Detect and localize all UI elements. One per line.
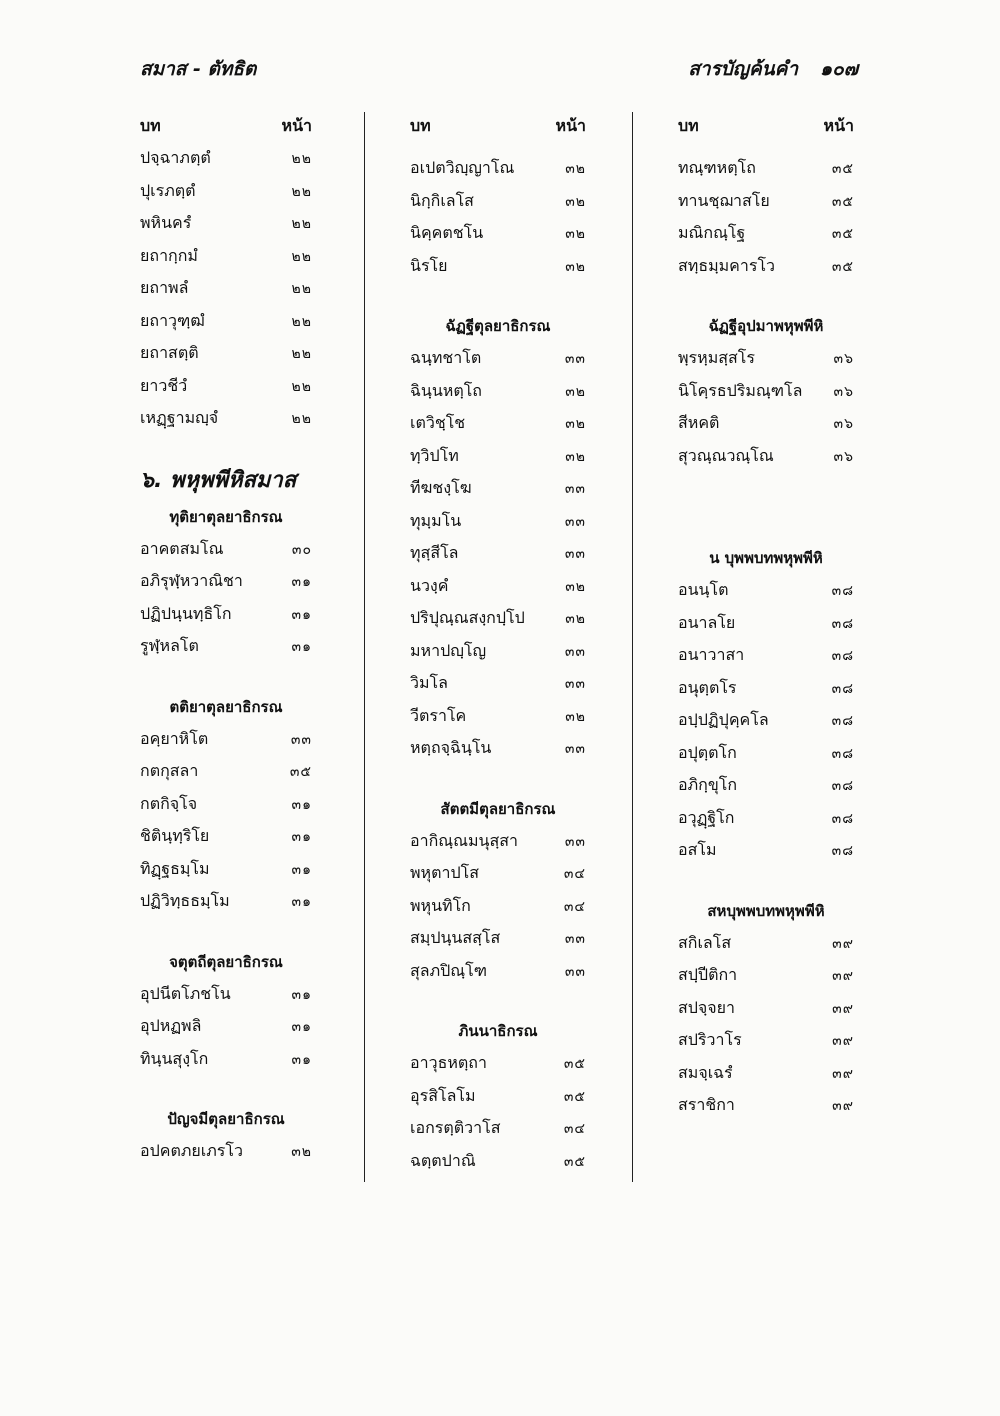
entry-page: ๓๘ xyxy=(831,843,854,859)
entry-word: นิรโย xyxy=(410,255,448,275)
index-entry xyxy=(410,505,586,538)
index-entry xyxy=(678,992,854,1025)
entry-page: ๓๕ xyxy=(831,226,854,242)
entry-page: ๓๘ xyxy=(831,680,854,697)
entry-word: กตกุสลา xyxy=(140,761,199,780)
entry-page: ๓๘ xyxy=(831,745,854,762)
index-entry xyxy=(410,407,586,440)
entry-word: ฉนฺทชาโต xyxy=(410,348,482,367)
entry-word: สีหคติ xyxy=(678,413,720,432)
entry-word: มณิกณฺโฐ xyxy=(678,223,746,242)
entry-page: ๓๖ xyxy=(833,448,854,465)
index-entry xyxy=(678,802,854,835)
section-title: ปัญจมีตุลยาธิกรณ xyxy=(167,1110,285,1128)
running-header-left: สมาส - ตัทธิต xyxy=(140,58,257,80)
index-entry xyxy=(140,402,312,435)
index-entry xyxy=(410,250,586,283)
index-entry xyxy=(410,375,586,408)
entry-word: อวุฏฺฐิโก xyxy=(678,807,735,827)
column-header-word: บท xyxy=(410,116,431,135)
index-entry xyxy=(410,472,586,505)
entry-page: ๓๙ xyxy=(832,968,854,984)
index-entry xyxy=(140,723,312,756)
index-entry xyxy=(678,217,854,250)
index-entry xyxy=(410,570,586,603)
index-entry xyxy=(410,890,586,923)
index-entry xyxy=(410,857,586,890)
section-title: ฉัฏฐีอุปมาพหุพพีหิ xyxy=(708,317,824,335)
entry-word: สปฺปีติกา xyxy=(678,965,738,984)
entry-page: ๓๑ xyxy=(291,574,312,590)
entry-word: ปุเรภตฺตํ xyxy=(140,180,196,200)
entry-word: อเปตวิญฺญาโณ xyxy=(410,158,515,177)
entry-page: ๒๒ xyxy=(291,216,312,232)
entry-word: มหาปญฺโญ xyxy=(410,640,487,660)
index-entry xyxy=(678,1089,854,1122)
index-entry xyxy=(410,700,586,733)
entry-page: ๓๖ xyxy=(833,416,854,432)
entry-page: ๓๕ xyxy=(831,258,854,275)
index-entry xyxy=(678,250,854,283)
entry-page: ๓๓ xyxy=(564,513,586,530)
entry-word: พหินครํ xyxy=(140,213,192,232)
index-entry xyxy=(678,959,854,992)
entry-page: ๓๘ xyxy=(831,810,854,827)
index-entry xyxy=(140,370,312,403)
entry-list xyxy=(140,533,312,663)
entry-page: ๓๙ xyxy=(832,1033,854,1049)
entry-word: สุวณฺณวณฺโณ xyxy=(678,445,774,465)
index-entry xyxy=(140,272,312,305)
entry-word: ทุสฺสีโล xyxy=(410,543,459,562)
entry-page: ๓๒ xyxy=(565,416,586,432)
entry-word: อุปหฏพลิ xyxy=(140,1016,202,1035)
entry-page: ๓๕ xyxy=(831,193,854,210)
major-section-title: ๖. พหุพพีหิสมาส xyxy=(140,467,297,493)
index-entry xyxy=(140,175,312,208)
entry-word: ทุมฺมโน xyxy=(410,510,462,530)
entry-list xyxy=(678,927,854,1122)
entry-page: ๓๙ xyxy=(832,1098,854,1114)
entry-word: นิโคฺรธปริมณฺฑโล xyxy=(678,380,803,400)
entry-page: ๓๙ xyxy=(832,1000,854,1017)
index-entry xyxy=(140,565,312,598)
entry-word: นิกฺกิเลโส xyxy=(410,190,474,210)
column-divider-1 xyxy=(364,112,365,1182)
entry-word: สุลภปิณฺโฑ xyxy=(410,960,487,980)
entry-page: ๒๒ xyxy=(291,281,312,297)
index-entry xyxy=(410,217,586,250)
index-column-1 xyxy=(140,110,312,1168)
entry-page: ๓๖ xyxy=(833,383,854,400)
index-entry xyxy=(678,407,854,440)
entry-word: อาคตสมโณ xyxy=(140,538,224,558)
entry-word: ยาวชีวํ xyxy=(140,375,188,395)
entry-word: สมฺปนฺนสสฺโส xyxy=(410,928,501,947)
entry-word: ชิตินฺทฺริโย xyxy=(140,826,210,845)
entry-word: อนนฺโต xyxy=(678,580,729,599)
index-entry xyxy=(410,537,586,570)
index-entry xyxy=(140,978,312,1011)
entry-page: ๓๓ xyxy=(564,963,586,980)
entry-word: อภิรุฬฺหวาณิชา xyxy=(140,571,243,590)
entry-page: ๓๓ xyxy=(564,643,586,660)
entry-page: ๓๒ xyxy=(565,161,586,177)
index-entry xyxy=(140,630,312,663)
entry-word: ทีฆชงฺโฆ xyxy=(410,478,472,497)
entry-page: ๓๒ xyxy=(565,448,586,465)
entry-word: เอกรตฺติวาโส xyxy=(410,1118,501,1137)
entry-page: ๓๘ xyxy=(831,713,854,729)
entry-word: ปฏิวิทฺธธมฺโม xyxy=(140,891,230,910)
index-entry xyxy=(410,185,586,218)
index-entry xyxy=(678,769,854,802)
index-entry xyxy=(678,672,854,705)
section-title: จตุตถีตุลยาธิกรณ xyxy=(169,952,283,971)
entry-word: อุปนีตโภชโน xyxy=(140,983,231,1003)
entry-word: รูฬฺหลโต xyxy=(140,636,199,655)
index-entry xyxy=(140,240,312,273)
index-entry xyxy=(140,1135,312,1168)
index-entry xyxy=(678,639,854,672)
entry-page: ๓๐ xyxy=(291,541,312,558)
entry-list xyxy=(410,1047,586,1177)
index-entry xyxy=(410,825,586,858)
entry-page: ๓๒ xyxy=(565,611,586,627)
entry-word: นวงฺคํ xyxy=(410,575,449,595)
index-entry xyxy=(410,1112,586,1145)
entry-page: ๓๘ xyxy=(831,615,854,632)
index-entry xyxy=(410,1080,586,1113)
entry-word: ยถาพลํ xyxy=(140,278,189,297)
entry-page: ๓๕ xyxy=(289,764,312,780)
entry-word: วีตราโค xyxy=(410,705,467,725)
entry-word: ทฺวิปโท xyxy=(410,445,459,465)
index-entry xyxy=(410,440,586,473)
entry-list xyxy=(140,142,312,435)
index-entry xyxy=(678,927,854,960)
entry-page: ๓๖ xyxy=(833,351,854,367)
index-entry xyxy=(140,142,312,175)
entry-word: อนาวาสา xyxy=(678,645,745,664)
entry-list xyxy=(410,152,586,282)
entry-page: ๓๕ xyxy=(563,1153,586,1170)
entry-word: ทิฏฺฐธมฺโม xyxy=(140,858,210,878)
entry-page: ๓๓ xyxy=(290,731,312,748)
index-entry xyxy=(678,834,854,867)
section-title: ทุติยาตุลยาธิกรณ xyxy=(169,507,283,526)
column-header-page: หน้า xyxy=(281,116,312,135)
index-entry xyxy=(678,185,854,218)
entry-word: ปจฺฉาภตฺตํ xyxy=(140,148,211,167)
entry-page: ๒๒ xyxy=(291,411,312,427)
index-entry xyxy=(140,820,312,853)
entry-word: เตวิชฺโช xyxy=(410,413,466,432)
entry-page: ๓๔ xyxy=(563,898,586,915)
entry-page: ๓๘ xyxy=(831,778,854,794)
index-entry xyxy=(410,922,586,955)
entry-page: ๓๔ xyxy=(563,866,586,882)
entry-word: อาวุธหตฺถา xyxy=(410,1053,487,1072)
index-entry xyxy=(678,375,854,408)
entry-page: ๒๒ xyxy=(291,183,312,200)
index-entry xyxy=(410,342,586,375)
entry-page: ๓๓ xyxy=(564,741,586,757)
entry-word: อุรสิโลโม xyxy=(410,1085,476,1105)
entry-word: อปฺปฏิปุคฺคโล xyxy=(678,710,769,729)
column-header-page: หน้า xyxy=(823,116,854,135)
entry-page: ๓๑ xyxy=(291,829,312,845)
entry-word: ทินฺนสุงฺโก xyxy=(140,1048,209,1068)
index-entry xyxy=(678,607,854,640)
index-entry xyxy=(410,667,586,700)
entry-word: ยถากฺกมํ xyxy=(140,245,198,265)
entry-page: ๓๒ xyxy=(565,383,586,400)
page-number: ๑๐๗ xyxy=(820,58,858,80)
index-entry xyxy=(410,602,586,635)
index-entry xyxy=(678,574,854,607)
index-entry xyxy=(140,305,312,338)
index-entry xyxy=(678,1057,854,1090)
entry-word: หตฺถจฺฉินฺโน xyxy=(410,738,492,757)
entry-word: ปริปุณฺณสงฺกปฺโป xyxy=(410,608,525,627)
running-header-title: สารบัญค้นคำ xyxy=(688,58,799,80)
entry-word: อปคตภยเภรโว xyxy=(140,1141,243,1160)
entry-page: ๓๒ xyxy=(565,578,586,595)
entry-page: ๓๑ xyxy=(291,894,312,910)
index-entry xyxy=(678,440,854,473)
index-entry xyxy=(678,342,854,375)
entry-word: อากิณฺณมนุสฺสา xyxy=(410,830,518,850)
entry-word: อสโม xyxy=(678,840,717,859)
index-entry xyxy=(140,755,312,788)
entry-list xyxy=(410,342,586,765)
entry-word: อนาลโย xyxy=(678,612,736,632)
entry-word: วิมโล xyxy=(410,673,448,692)
column-header xyxy=(678,110,854,142)
entry-page: ๓๓ xyxy=(564,833,586,850)
entry-page: ๓๒ xyxy=(565,226,586,242)
index-entry xyxy=(140,1010,312,1043)
entry-page: ๓๓ xyxy=(564,351,586,367)
entry-page: ๓๓ xyxy=(564,931,586,947)
index-entry xyxy=(140,207,312,240)
section-title: ตติยาตุลยาธิกรณ xyxy=(169,697,283,716)
entry-page: ๓๓ xyxy=(564,546,586,562)
entry-word: กตกิจฺโจ xyxy=(140,793,198,813)
index-entry xyxy=(140,533,312,566)
entry-word: อนุตฺตโร xyxy=(678,677,737,697)
entry-page: ๓๘ xyxy=(831,583,854,599)
entry-word: สมจฺเฉรํ xyxy=(678,1062,733,1082)
section-title: ฉัฏฐีตุลยาธิกรณ xyxy=(445,317,551,335)
entry-page: ๓๒ xyxy=(565,258,586,275)
entry-page: ๓๕ xyxy=(563,1088,586,1105)
entry-list xyxy=(410,825,586,988)
index-entry xyxy=(410,1145,586,1178)
entry-word: สปริวาโร xyxy=(678,1030,742,1049)
entry-page: ๓๒ xyxy=(565,193,586,210)
entry-list xyxy=(678,342,854,472)
entry-page: ๓๘ xyxy=(831,648,854,664)
entry-word: ยถาวุฑฺฒํ xyxy=(140,310,205,330)
index-entry xyxy=(410,732,586,765)
entry-page: ๓๙ xyxy=(832,1065,854,1082)
entry-word: ฉตฺตปาณิ xyxy=(410,1150,476,1170)
column-header-word: บท xyxy=(140,116,161,135)
entry-word: สทฺธมฺมคารโว xyxy=(678,255,776,275)
entry-page: ๒๒ xyxy=(291,346,312,362)
entry-word: ทานชฺฌาสโย xyxy=(678,190,770,210)
index-entry xyxy=(410,1047,586,1080)
column-header-page: หน้า xyxy=(555,116,586,135)
index-entry xyxy=(410,635,586,668)
entry-page: ๓๑ xyxy=(291,861,312,878)
index-entry xyxy=(140,788,312,821)
entry-page: ๓๑ xyxy=(291,986,312,1003)
entry-word: สราชิกา xyxy=(678,1095,735,1114)
index-entry xyxy=(678,704,854,737)
entry-word: สกิเลโส xyxy=(678,932,732,952)
entry-list xyxy=(678,574,854,867)
index-entry xyxy=(678,1024,854,1057)
entry-page: ๓๑ xyxy=(291,1051,312,1068)
entry-page: ๒๒ xyxy=(291,248,312,265)
entry-page: ๒๒ xyxy=(291,151,312,167)
entry-word: ทณฺฑหตฺโถ xyxy=(678,158,756,177)
entry-page: ๓๕ xyxy=(831,161,854,177)
entry-page: ๓๑ xyxy=(291,639,312,655)
index-column-2 xyxy=(410,110,586,1177)
entry-word: อภิกฺขุโก xyxy=(678,775,738,794)
entry-page: ๓๙ xyxy=(832,935,854,952)
entry-page: ๓๒ xyxy=(565,708,586,725)
entry-page: ๓๓ xyxy=(564,481,586,497)
index-entry xyxy=(410,152,586,185)
column-header-word: บท xyxy=(678,116,699,135)
index-entry xyxy=(678,152,854,185)
entry-word: สปจฺจยา xyxy=(678,997,736,1017)
running-header-right xyxy=(666,54,858,84)
entry-word: ปฏิปนฺนทฺธิโก xyxy=(140,603,232,623)
entry-word: อคฺยาหิโต xyxy=(140,728,209,748)
entry-page: ๒๒ xyxy=(291,313,312,330)
index-entry xyxy=(410,955,586,988)
entry-word: ยถาสตฺติ xyxy=(140,343,199,362)
entry-word: เหฏฺฐามญฺจํ xyxy=(140,408,219,427)
entry-page: ๓๑ xyxy=(291,1019,312,1035)
entry-page: ๓๑ xyxy=(291,606,312,623)
index-entry xyxy=(140,1043,312,1076)
entry-word: พหุตาปโส xyxy=(410,863,479,882)
entry-page: ๓๓ xyxy=(564,676,586,692)
index-entry xyxy=(140,853,312,886)
entry-word: พฺรหฺมสฺสโร xyxy=(678,348,755,367)
index-entry xyxy=(678,737,854,770)
index-entry xyxy=(140,598,312,631)
column-header xyxy=(410,110,586,142)
section-title: น บุพพบทพหุพพีหิ xyxy=(709,549,823,567)
entry-list xyxy=(140,1135,312,1168)
section-title: สหบุพพบทพหุพพีหิ xyxy=(707,901,825,920)
entry-list xyxy=(140,978,312,1076)
column-header xyxy=(140,110,312,142)
entry-page: ๒๒ xyxy=(291,378,312,395)
column-divider-2 xyxy=(632,112,633,1182)
section-title: ภินนาธิกรณ xyxy=(458,1022,538,1040)
entry-page: ๓๔ xyxy=(563,1121,586,1137)
section-title: สัตตมีตุลยาธิกรณ xyxy=(440,799,556,818)
entry-list xyxy=(140,723,312,918)
index-entry xyxy=(140,885,312,918)
entry-page: ๓๒ xyxy=(291,1144,312,1160)
entry-list xyxy=(678,152,854,282)
entry-page: ๓๑ xyxy=(291,796,312,813)
entry-word: นิคฺคตชโน xyxy=(410,223,484,242)
entry-page: ๓๕ xyxy=(563,1056,586,1072)
index-entry xyxy=(140,337,312,370)
entry-word: ฉินฺนหตฺโถ xyxy=(410,380,482,400)
index-column-3 xyxy=(678,110,854,1122)
entry-word: พหุนทิโก xyxy=(410,895,471,915)
entry-word: อปุตฺตโก xyxy=(678,742,737,762)
